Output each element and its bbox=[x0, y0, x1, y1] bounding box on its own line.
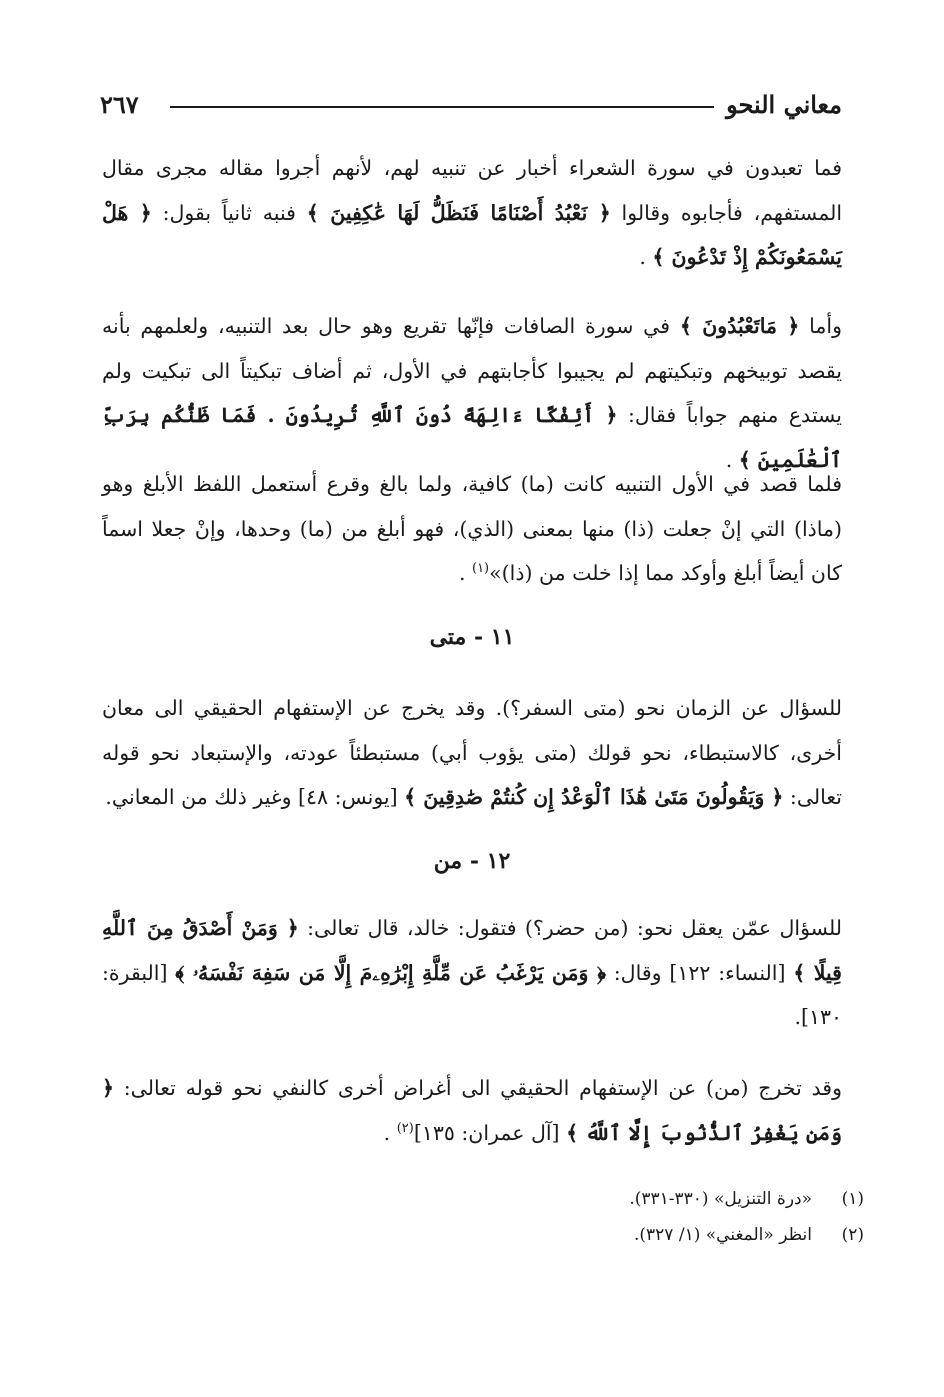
footnote-text: «درة التنزيل» (٣٣٠-٣٣١). bbox=[629, 1189, 812, 1209]
paragraph-text: فلما قصد في الأول التنبيه كانت (ما) كافية، ولما بالغ وقرع أستعمل اللفظ الأبلغ وهو (ماذا) التي إنْ جعلت (ذا) منها بمعنى (الذي)، فهو أبلغ من (ما) وحدها، وإنْ جعلا اسماً كان أيضاً أبلغ وأوكد مما إذا خلت من (ذا)» bbox=[102, 472, 842, 585]
book-title: معاني النحو bbox=[726, 90, 842, 119]
section-heading-man: ١٢ - من bbox=[433, 848, 511, 874]
paragraph-text: . bbox=[725, 447, 739, 472]
quran-quote: ﴿ مَاتَعْبُدُونَ ﴾ bbox=[679, 314, 800, 338]
quran-quote: ﴿ هَلْ يَسْمَعُونَكُمْ إِذْ تَدْعُونَ ﴾ bbox=[102, 200, 842, 269]
quran-quote: ﴿ وَمَن يَرْغَبُ عَن مِّلَّةِ إِبْرَٰهِۦمَ إِلَّا مَن سَفِهَ نَفْسَهُۥ ﴾ bbox=[175, 960, 606, 985]
page-number: ٢٦٧ bbox=[100, 90, 139, 119]
footnote-number: (١) bbox=[841, 1189, 864, 1209]
paragraph-text: وأما bbox=[799, 314, 842, 338]
paragraph-text: [آل عمران: ١٣٥] bbox=[413, 1120, 567, 1145]
paragraph-man-2 bbox=[102, 1066, 842, 1155]
page-header bbox=[100, 86, 842, 126]
paragraph-text: فما تعبدون في سورة الشعراء أخبار عن تنبيه لهم، لأنهم أجروا مقاله مجرى مقال المستفهم، فأجابوه وقالوا bbox=[102, 156, 843, 225]
paragraph-text: [يونس: ٤٨] وغير ذلك من المعاني. bbox=[105, 785, 405, 809]
paragraph-1 bbox=[102, 146, 842, 280]
paragraph-text: . bbox=[383, 1120, 397, 1145]
paragraph-text: للسؤال عمّن يعقل نحو: (من حضر؟) فتقول: خالد، قال تعالى: bbox=[298, 916, 843, 940]
quran-quote: ﴿ وَمَنْ أَصْدَقُ مِنَ ٱللَّهِ قِيلًا ﴾ bbox=[102, 916, 842, 985]
paragraph-mata bbox=[102, 686, 842, 820]
quran-quote: ﴿ نَعْبُدُ أَصْنَامًا فَنَظَلُّ لَهَا عَٰكِفِينَ ﴾ bbox=[306, 200, 611, 225]
paragraph-text: . bbox=[639, 245, 653, 269]
footnote-ref[interactable]: (٢) bbox=[396, 1120, 414, 1136]
footnote-text: انظر «المغني» (١/ ٣٢٧). bbox=[634, 1225, 812, 1245]
header-rule bbox=[170, 106, 714, 108]
paragraph-2 bbox=[102, 304, 842, 482]
footnote-2 bbox=[104, 1220, 864, 1250]
footnote-ref[interactable]: (١) bbox=[471, 561, 490, 577]
paragraph-3 bbox=[102, 462, 842, 596]
quran-quote: ﴿ وَيَقُولُونَ مَتَىٰ هَٰذَا ٱلْوَعْدُ إِن كُنتُمْ صَٰدِقِينَ ﴾ bbox=[404, 785, 784, 809]
paragraph-text: [النساء: ١٢٢] وقال: bbox=[605, 960, 794, 985]
quran-quote: ﴿ وَمَن يَغْفِرُ ٱلذُّنُوبَ إِلَّا ٱللَّهُ ﴾ bbox=[102, 1076, 842, 1145]
section-heading-mata: ١١ - متى bbox=[429, 624, 515, 650]
paragraph-text: للسؤال عن الزمان نحو (متى السفر؟). وقد يخرج عن الإستفهام الحقيقي الى معان أخرى، كالاستبطاء، نحو قولك (متى يؤوب أبي) مستبطئاً عودته، والإستبعاد نحو قوله تعالى: bbox=[102, 696, 842, 809]
footnote-number: (٢) bbox=[841, 1225, 864, 1245]
paragraph-man-1 bbox=[102, 906, 842, 1040]
paragraph-text: . bbox=[458, 561, 472, 585]
paragraph-text: في سورة الصافات فإنّها تقريع وهو حال بعد التنبيه، ولعلمهم بأنه يقصد توبيخهم وتبكيتهم لم يجيبوا كأجابتهم في الأول، ثم أضاف تبكيتاً الى تبكيت ولم يستدع منهم جواباً فقال: bbox=[102, 314, 842, 427]
paragraph-text: وقد تخرج (من) عن الإستفهام الحقيقي الى أغراض أخرى كالنفي نحو قوله تعالى: bbox=[114, 1076, 842, 1100]
paragraph-text: [البقرة: ١٣٠]. bbox=[102, 960, 842, 1029]
quran-quote: ﴿ أَئِفْكًا ءَالِهَةً دُونَ ٱللَّهِ تُرِيدُونَ . فَمَا ظَنُّكُم بِرَبِّ ٱلْعَٰلَمِينَ ﴾ bbox=[102, 403, 842, 472]
paragraph-text: فنبه ثانياً بقول: bbox=[151, 200, 307, 225]
footnote-1 bbox=[104, 1184, 864, 1214]
